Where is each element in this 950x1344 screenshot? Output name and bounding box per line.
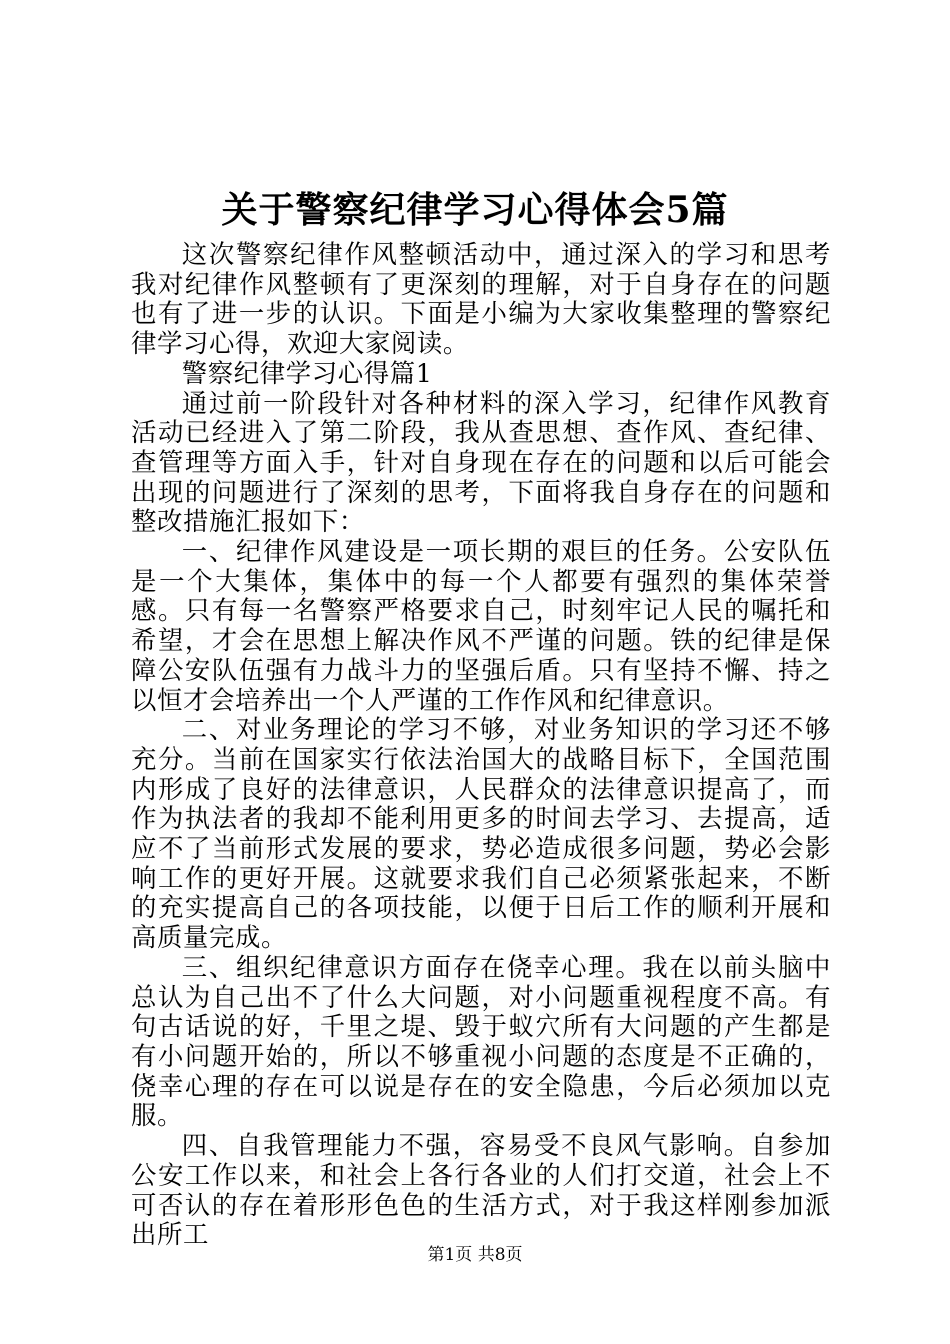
body-paragraph: 一、纪律作风建设是一项长期的艰巨的任务。公安队伍是一个大集体，集体中的每一个人都要有强烈的集体荣誉感。只有每一名警察严格要求自己，时刻牢记人民的嘱托和希望，才会在思想上解决作风不严谨的问题。铁的纪律是保障公安队伍强有力战斗力的坚强后盾。只有坚持不懈、持之以恒才会培养出一个人严谨的工作作风和纪律意识。 xyxy=(131,536,831,715)
document-body xyxy=(131,240,831,1250)
body-paragraph: 四、自我管理能力不强，容易受不良风气影响。自参加公安工作以来，和社会上各行各业的人们打交道，社会上不可否认的存在着形形色色的生活方式，对于我这样刚参加派出所工 xyxy=(131,1130,831,1250)
body-paragraph: 二、对业务理论的学习不够，对业务知识的学习还不够充分。当前在国家实行依法治国大的战略目标下，全国范围内形成了良好的法律意识，人民群众的法律意识提高了，而作为执法者的我却不能利用更多的时间去学习、去提高，适应不了当前形式发展的要求，势必造成很多问题，势必会影响工作的更好开展。这就要求我们自己必须紧张起来，不断的充实提高自己的各项技能，以便于日后工作的顺利开展和高质量完成。 xyxy=(131,714,831,953)
section-heading: 警察纪律学习心得篇1 xyxy=(181,357,433,388)
body-paragraph: 三、组织纪律意识方面存在侥幸心理。我在以前头脑中总认为自己出不了什么大问题，对小问题重视程度不高。有句古话说的好，千里之堤、毁于蚁穴所有大问题的产生都是有小问题开始的，所以不够重视小问题的态度是不正确的，侥幸心理的存在可以说是存在的安全隐患，今后必须加以克服。 xyxy=(131,951,831,1131)
document-title: 关于警察纪律学习心得体会5篇 xyxy=(221,189,729,231)
intro-paragraph: 这次警察纪律作风整顿活动中，通过深入的学习和思考我对纪律作风整顿有了更深刻的理解，对于自身存在的问题也有了进一步的认识。下面是小编为大家收集整理的警察纪律学习心得，欢迎大家阅读。 xyxy=(131,239,831,359)
page-footer: 第1页 共8页 xyxy=(427,1245,523,1265)
body-paragraph: 通过前一阶段针对各种材料的深入学习，纪律作风教育活动已经进入了第二阶段，我从查思想、查作风、查纪律、查管理等方面入手，针对自身现在存在的问题和以后可能会出现的问题进行了深刻的思考，下面将我自身存在的问题和整改措施汇报如下： xyxy=(131,387,831,537)
